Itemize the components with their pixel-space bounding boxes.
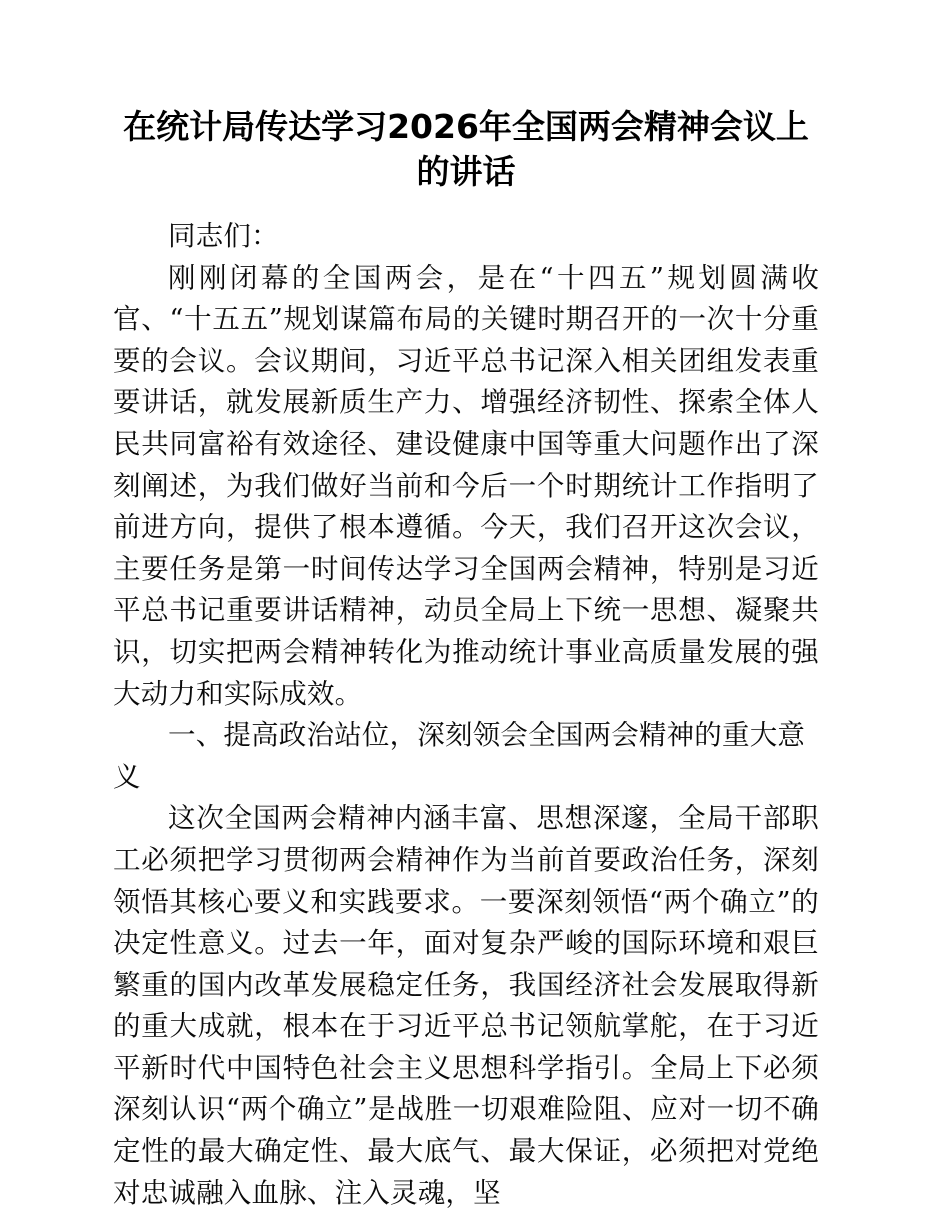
paragraph-section-one-body: 这次全国两会精神内涵丰富、思想深邃，全局干部职工必须把学习贯彻两会精神作为当前首要政治任务，深刻领悟其核心要义和实践要求。一要深刻领悟“两个确立”的决定性意义。过去一年，面对复杂严峻的国际环境和艰巨繁重的国内改革发展稳定任务，我国经济社会发展取得新的重大成就，根本在于习近平总书记领航掌舵，在于习近平新时代中国特色社会主义思想科学指引。全局上下必须深刻认识“两个确立”是战胜一切艰难险阻、应对一切不确定性的最大确定性、最大底气、最大保证，必须把对党绝对忠诚融入血脉、注入灵魂，坚 xyxy=(113,802,819,1209)
page-title: 在统计局传达学习2026年全国两会精神会议上的讲话 xyxy=(123,107,809,191)
document-content xyxy=(113,0,819,1214)
section-heading-one: 一、提高政治站位，深刻领会全国两会精神的重大意义 xyxy=(113,719,806,793)
document-body xyxy=(113,216,819,1214)
salutation-line: 同志们： xyxy=(168,220,279,252)
paragraph-opening: 刚刚闭幕的全国两会，是在“十四五”规划圆满收官、“十五五”规划谋篇布局的关键时期召开的一次十分重要的会议。会议期间，习近平总书记深入相关团组发表重要讲话，就发展新质生产力、增强经济韧性、探索全体人民共同富裕有效途径、建设健康中国等重大问题作出了深刻阐述，为我们做好当前和今后一个时期统计工作指明了前进方向，提供了根本遵循。今天，我们召开这次会议，主要任务是第一时间传达学习全国两会精神，特别是习近平总书记重要讲话精神，动员全局上下统一思想、凝聚共识，切实把两会精神转化为推动统计事业高质量发展的强大动力和实际成效。 xyxy=(113,261,819,710)
